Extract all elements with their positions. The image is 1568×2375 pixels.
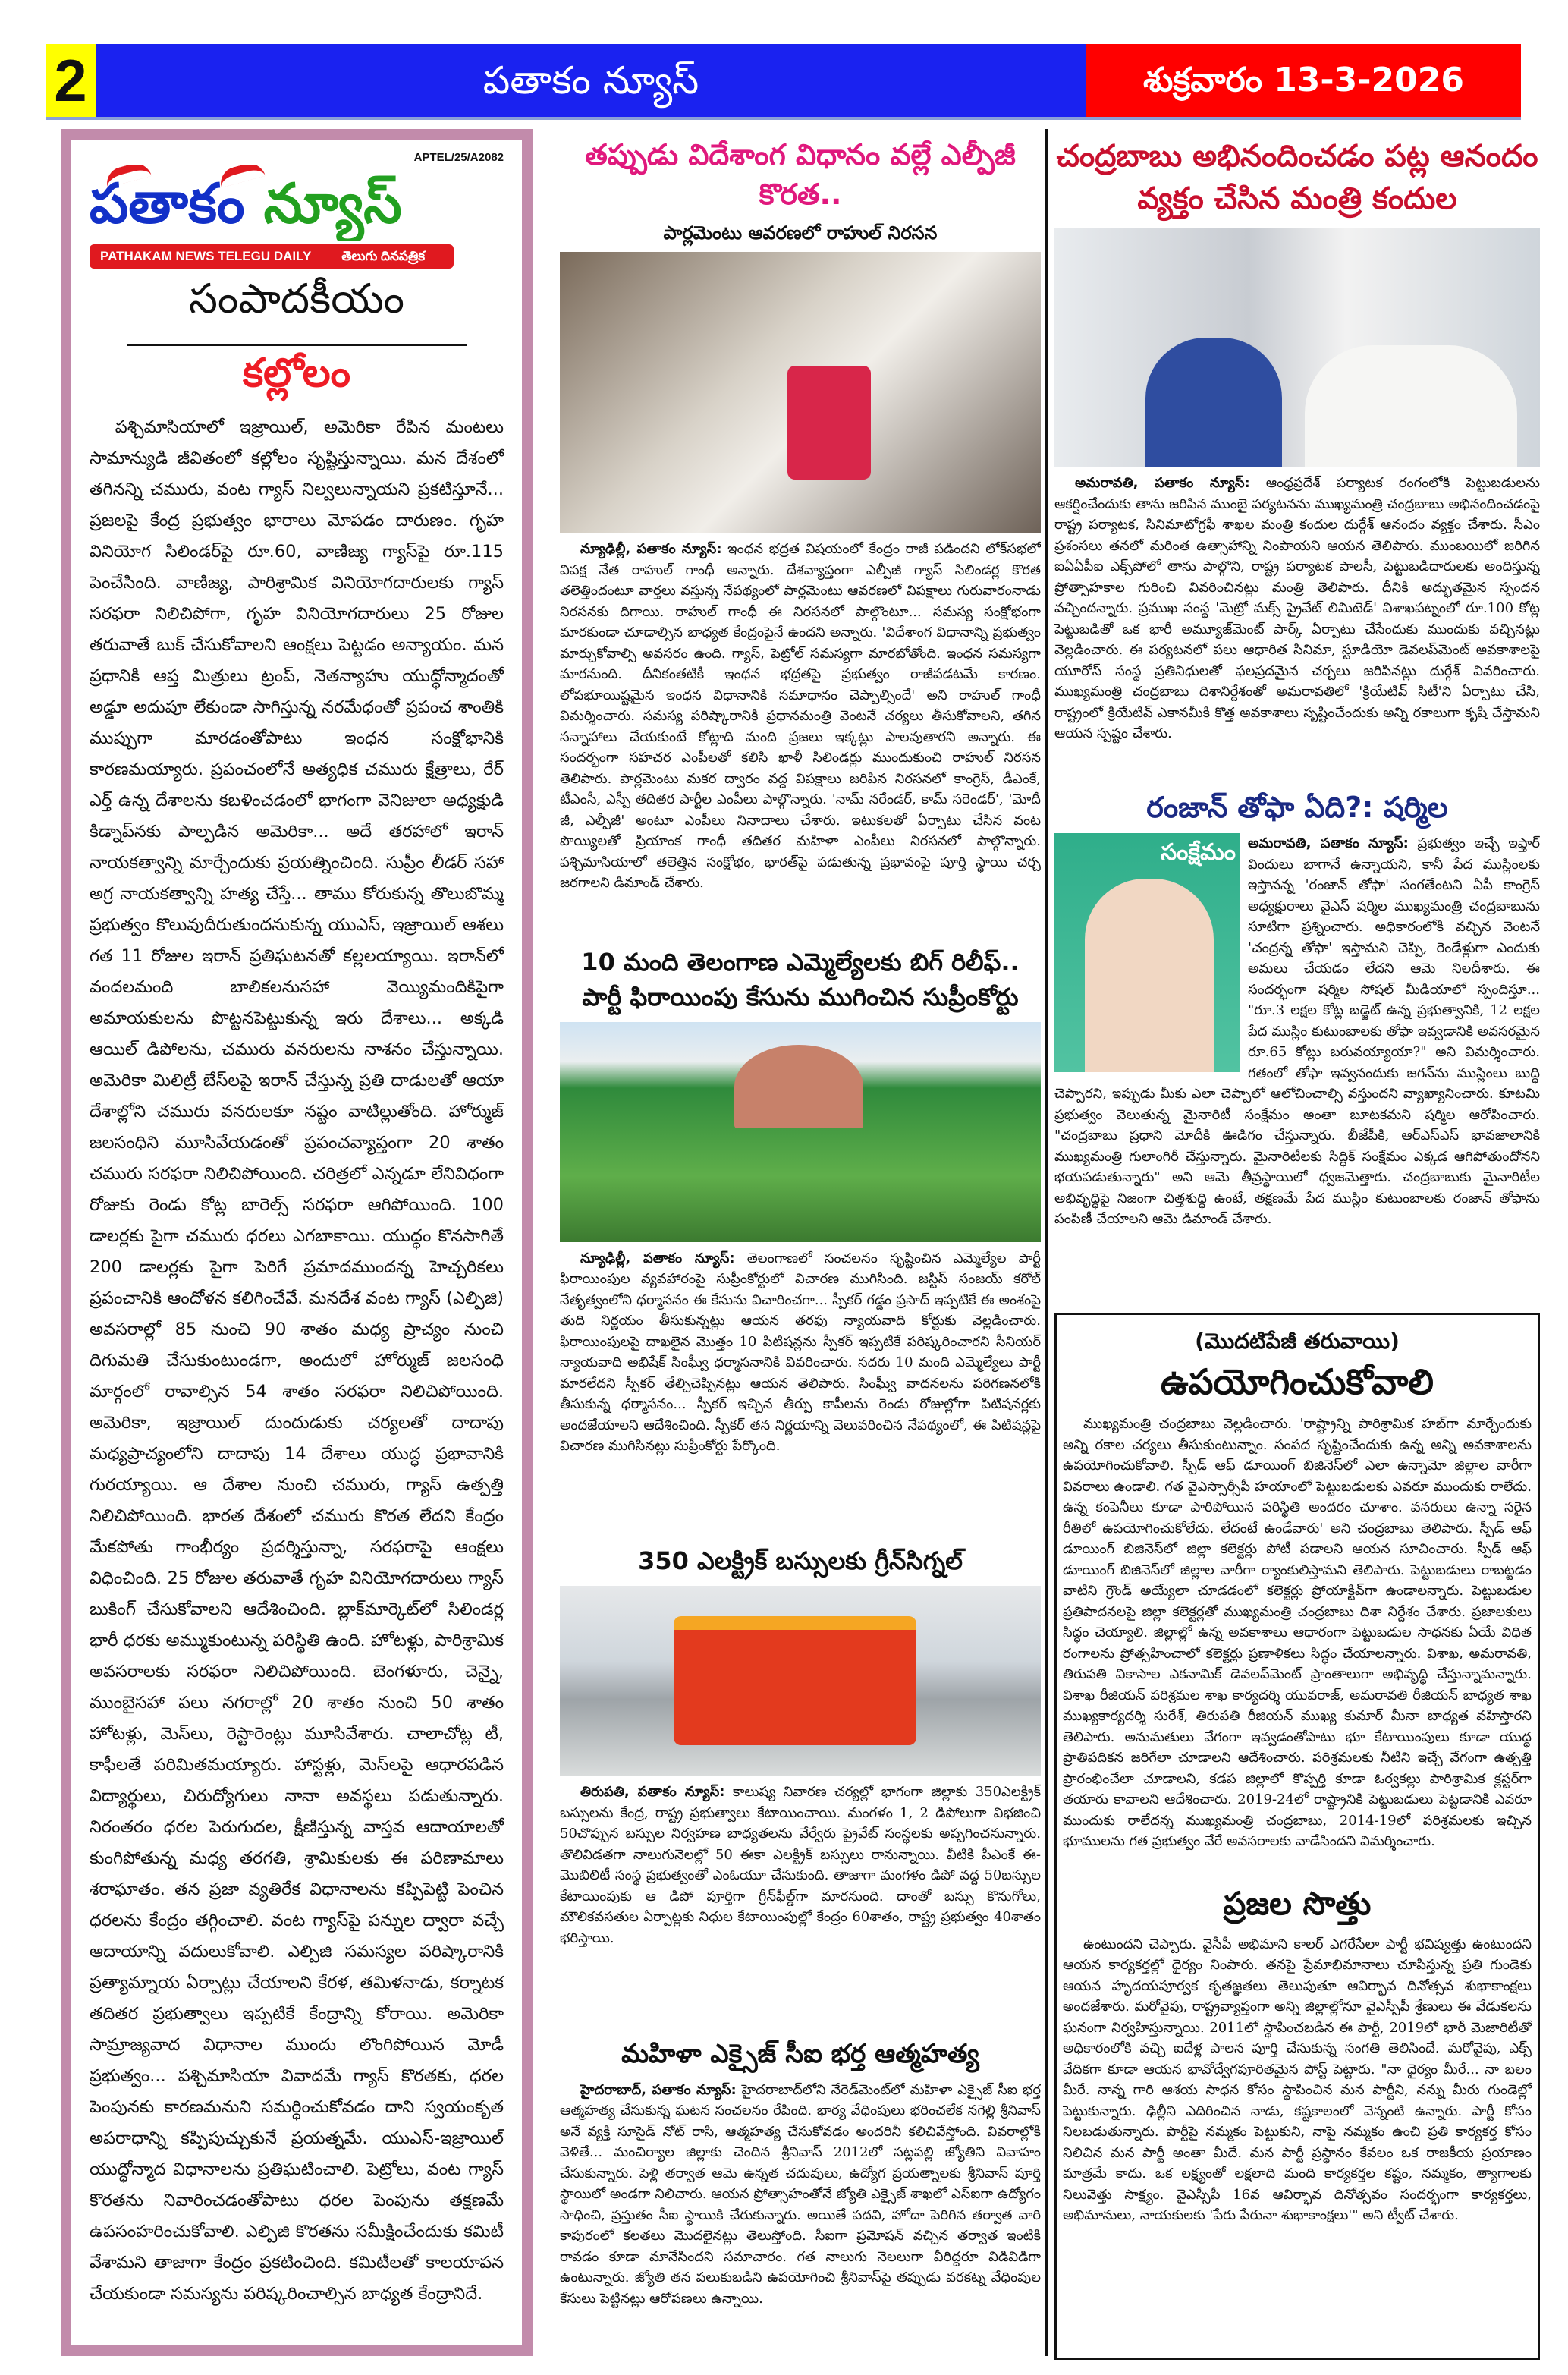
excise-article-body	[560, 2080, 1041, 2357]
tagline-en: PATHAKAM NEWS TELEGU DAILY	[100, 249, 312, 263]
ysrcp-headline: ప్రజల సొత్తు	[1223, 1884, 1372, 1922]
newspaper-logo	[90, 147, 504, 269]
section-divider	[127, 344, 467, 346]
editorial-body: పశ్చిమాసియాలో ఇజ్రాయిల్, అమెరికా రేపిన మంటలు సామాన్యుడి జీవితంలో కల్లోలం సృష్టిస్తున్నాయి. మన దేశంలో తగినన్ని చమురు, వంట గ్యాస్ నిల్వలున్నాయని ప్రకటిస్తూనే... ప్రజలపై కేంద్ర ప్రభుత్వం భారాలు మోపడం దారుణం. గృహ వినియోగ సిలిండర్‌పై రూ.60, వాణిజ్య గ్యాస్‌పై రూ.115 పెంచేసింది. వాణిజ్య, పారిశ్రామిక వినియోగదారులకు గ్యాస్ సరఫరా నిలిచిపోగా, గృహ వినియోగదారులు 25 రోజుల తరువాతే బుక్ చేసుకోవాలని ఆంక్షలు పెట్టడం అన్యాయం. మన ప్రధానికి ఆప్త మిత్రులు ట్రంప్, నెతన్యాహు యుద్ధోన్మాదంతో అడ్డూ అదుపూ లేకుండా సాగిస్తున్న నరమేధంతో ప్రపంచ శాంతికి ముప్పుగా మారడంతోపాటు ఇంధన సంక్షోభానికి కారణమయ్యారు. ప్రపంచంలోనే అత్యధిక చమురు క్షేత్రాలు, రేర్ ఎర్త్ ఉన్న దేశాలను కబళించడంలో భాగంగా వెనిజులా అధ్యక్షుడి కిడ్నాప్‌నకు పాల్పడిన అమెరికా... అదే తరహాలో ఇరాన్ నాయకత్వాన్ని మార్చేందుకు ప్రయత్నించింది. సుప్రీం లీడర్ సహా అగ్ర నాయకత్వాన్ని హత్య చేస్తే... తాము కోరుకున్న తొలుబొమ్మ ప్రభుత్వం కొలువుదీరుతుందనుకున్న యుఎస్, ఇజ్రాయిల్ ఆశలు గత 11 రోజుల ఇరాన్ ప్రతిఘటనతో కల్లలయ్యాయి. ఇరాన్‌లో వందలమంది బాలికలనుసహా వెయ్యిమందికిపైగా అమాయకులను పొట్టనపెట్టుకున్న ఇరు దేశాలు... అక్కడి ఆయిల్ డిపోలను, చమురు వనరులను నాశనం చేస్తున్నాయి. అమెరికా మిలిట్రీ బేస్‌లపై ఇరాన్ చేస్తున్న ప్రతి దాడులతో ఆయా దేశాల్లోని చమురు వనరులకూ నష్టం వాటిల్లుతోంది. హోర్ముజ్ జలసంధిని మూసివేయడంతో ప్రపంచవ్యాప్తంగా 20 శాతం చమురు సరఫరా నిలిచిపోయింది. చరిత్రలో ఎన్నడూ లేనివిధంగా రోజుకు రెండు కోట్ల బారెల్స్ సరఫరా ఆగిపోయింది. 100 డాలర్లకు పైగా చమురు ధరలు ఎగబాకాయి. యుద్ధం కొనసాగితే 200 డాలర్లకు పైగా పెరిగే ప్రమాదముందన్న హెచ్చరికలు ప్రపంచానికి ఆందోళన కలిగించేవే. మనదేశ వంట గ్యాస్ (ఎల్పిజి) అవసరాల్లో 85 నుంచి 90 శాతం మధ్య ప్రాచ్యం నుంచి దిగుమతి చేసుకుంటుండగా, అందులో హోర్ముజ్ జలసంధి మార్గంలో రావాల్సిన 54 శాతం సరఫరా నిలిచిపోయింది. అమెరికా, ఇజ్రాయిల్ దుందుడుకు చర్యలతో దాదాపు మధ్యప్రాచ్యంలోని దాదాపు 14 దేశాలు యుద్ధ ప్రభావానికి గురయ్యాయి. ఆ దేశాల నుంచి చమురు, గ్యాస్ ఉత్పత్తి నిలిచిపోయింది. భారత దేశంలో చమురు కొరత లేదని కేంద్రం మేకపోతు గాంభీర్యం ప్రదర్శిస్తున్నా, సరఫరాపై ఆంక్షలు విధించింది. 25 రోజుల తరువాతే గృహ వినియోగదారులు గ్యాస్ బుకింగ్ చేసుకోవాలని ఆదేశించింది. బ్లాక్‌మార్కెట్‌లో సిలిండర్ల భారీ ధరకు అమ్ముకుంటున్న పరిస్థితి ఉంది. హోటళ్లు, పారిశ్రామిక అవసరాలకు సరఫరా నిలిచిపోయింది. బెంగళూరు, చెన్నై, ముంబైసహా పలు నగరాల్లో 20 శాతం నుంచి 50 శాతం హోటళ్లు, మెస్‌లు, రెస్టారెంట్లు మూసివేశారు. చాలాచోట్ల టీ, కాఫీలతే పరిమితమయ్యారు. హాస్టళ్లు, మెస్‌లపై ఆధారపడిన విద్యార్థులు, చిరుద్యోగులు నానా అవస్థలు పడుతున్నారు. నిరంతరం ధరల పెరుగుదల, క్షీణిస్తున్న వాస్తవ ఆదాయాలతో కుంగిపోతున్న మధ్య తరగతి, శ్రామికులకు ఈ పరిణామాలు శరాఘాతం. తన ప్రజా వ్యతిరేక విధానాలను కప్పిపెట్టి పెంచిన ధరలను కేంద్రం తగ్గించాలి. వంట గ్యాస్‌పై పన్నుల ద్వారా వచ్చే ఆదాయాన్ని వదులుకోవాలి. ఎల్పిజి సమస్యల పరిష్కారానికి ప్రత్యామ్నాయ ఏర్పాట్లు చేయాలని కేరళ, తమిళనాడు, కర్నాటక తదితర ప్రభుత్వాలు ఇప్పటికే కేంద్రాన్ని కోరాయి. అమెరికా సామ్రాజ్యవాద విధానాల ముందు లొంగిపోయిన మోడీ ప్రభుత్వం... పశ్చిమాసియా వివాదమే గ్యాస్ కొరతకు, ధరల పెంపునకు కారణమనుని సమర్ధించుకోవడం దాని స్వయంకృత అపరాధాన్ని కప్పిపుచ్చుకునే ప్రయత్నమే. యుఎస్-ఇజ్రాయిల్ యుద్ధోన్మాద విధానాలను ప్రతిఘటించాలి. పెట్రోలు, వంట గ్యాస్ కొరతను నివారించడంతోపాటు ధరల పెంపును తక్షణమే ఉపసంహరించుకోవాలి. ఎల్పిజి కొరతను సమీక్షించేందుకు కమిటీ వేశామని తాజాగా కేంద్రం ప్రకటించింది. కమిటీలతో కాలయాపన చేయకుండా సమస్యను పరిష్కరించాల్సిన బాధ్యత కేంద్రానిదే.	[90, 417, 504, 2304]
person-figure	[1085, 879, 1214, 1072]
court-headline-line1: 10 మంది తెలంగాణ ఎమ్మెల్యేలకు బిగ్ రిలీఫ్..	[581, 947, 1020, 977]
article-text: ప్రభుత్వం ఇచ్చే ఇఫ్తార్ విందులు బాగానే ఉన్నాయని, కానీ పేద ముస్లింలకు ఇస్తానన్న 'రంజాన్ తోఫా' సంగతేంటని ఏపీ కాంగ్రెస్ అధ్యక్షురాలు వైఎస్ షర్మిల ముఖ్యమంత్రి చంద్రబాబును సూటిగా ప్రశ్నించారు. అధికారంలోకి వచ్చిన వెంటనే 'చంద్రన్న తోఫా' ఇస్తామని చెప్పి, రెండేళ్లుగా ఎందుకు అమలు చేయడం లేదని ఆమె నిలదీశారు. ఈ సందర్భంగా షర్మిల సోషల్ మీడియాలో స్పందిస్తూ... "రూ.3 లక్షల కోట్ల బడ్జెట్ ఉన్న ప్రభుత్వానికి, 12 లక్షల పేద ముస్లిం కుటుంబాలకు తోఫా ఇవ్వడానికి అవసరమైన రూ.65 కోట్లు బరువయ్యాయా?" అని విమర్శించారు. గతంలో తోఫా ఇవ్వనందుకు జగన్‌ను ముస్లింలు బుద్ధి చెప్పారని, ఇప్పుడు మీకు ఎలా చెప్పాలో ఆలోచించాల్సి వస్తుందని వ్యాఖ్యానించారు. కూటమి ప్రభుత్వం వెలుతున్న మైనారిటీ సంక్షేమం అంతా బూటకమని షర్మిల ఆరోపించారు. "చంద్రబాబు ప్రధాని మోదీకి ఊడిగం చేస్తున్నారు. బీజేపీకి, ఆర్ఎస్ఎస్ భావజాలానికి ముఖ్యమంత్రి గులాంగిరీ చేస్తున్నారు. మైనారిటీలకు సిద్ధిక్ సంక్షేమం ఎక్కడ ఆగిపోతుందోనని భయపడుతున్నారు" అని ఆమె తీవ్రస్థాయిలో ధ్వజమెత్తారు. చంద్రబాబుకు మైనారిటీల అభివృద్ధిపై నిజంగా చిత్తశుద్ధి ఉంటే, తక్షణమే పేద ముస్లిం కుటుంబాలకు రంజాన్ తోఫాను పంపిణీ చేయాలని ఆమె డిమాండ్ చేశారు.	[1054, 835, 1540, 1227]
column-divider	[1045, 129, 1048, 2356]
person-figure	[1145, 338, 1282, 467]
logo-name-part2: న్యూస్	[263, 171, 402, 235]
continued-headline: ఉపయోగించుకోవాలి	[1161, 1361, 1434, 1402]
electric-bus-photo	[560, 1586, 1041, 1776]
article-text: ఆంధ్రప్రదేశ్ పర్యాటక రంగంలోకి పెట్టుబడులను ఆకర్షించేందుకు తాను జరిపిన ముంబై పర్యటనను ముఖ్యమంత్రి చంద్రబాబు అభినందించడంపై రాష్ట్ర పర్యాటక, సినిమాటోగ్రఫీ శాఖల మంత్రి కందుల దుర్గేశ్ ఆనందం వ్యక్తం చేశారు. సీఎం ప్రశంసలు తనలో మరింత ఉత్సాహాన్ని నింపాయని ఆయన తెలిపారు. ముంబయిలో జరిగిన ఐఏఏపీఐ ఎక్స్‌పోలో తాను పాల్గొని, రాష్ట్ర పర్యాటక పాలసీ, పెట్టుబడిదారులకు అందిస్తున్న ప్రోత్సాహకాల గురించి వివరించినట్లు మంత్రి తెలిపారు. దీనికి అద్భుతమైన స్పందన వచ్చిందన్నారు. ప్రముఖ సంస్థ 'మెట్రో మక్స్ ప్రైవేట్ లిమిటెడ్' విశాఖపట్నంలో రూ.100 కోట్ల పెట్టుబడితో ఒక భారీ అమ్యూజ్‌మెంట్ పార్క్ ఏర్పాటు చేసేందుకు ముందుకు వచ్చినట్లు వెల్లడించారు. ఈ పర్యటనలో పలు ఆధారిత సినిమా, స్టూడియో డెవలప్‌మెంట్ అవకాశాలపై యూరోస్ సంస్థ ప్రతినిధులతో ఫలప్రదమైన చర్చలు జరిపినట్లు దుర్గేశ్ వివరించారు. ముఖ్యమంత్రి చంద్రబాబు దిశానిర్దేశంతో అమరావతిలో 'క్రియేటివ్ సిటీ'ని ఏర్పాటు చేసి, రాష్ట్రంలో క్రియేటివ్ ఎకానమీకి కొత్త అవకాశాలు సృష్టించేందుకు అన్ని రకాలుగా కృషి చేస్తామని ఆయన స్పష్టం చేశారు.	[1054, 475, 1540, 741]
registration-number: APTEL/25/A2082	[413, 151, 504, 164]
dateline: తిరుపతి, పతాకం న్యూస్:	[580, 1784, 725, 1800]
sharmila-headline: రంజాన్ తోఫా ఏది?: షర్మిల	[1146, 791, 1448, 824]
sharmila-article-body	[1054, 833, 1540, 1305]
newspaper-title: పతాకం న్యూస్	[96, 44, 1086, 117]
article-text: తెలంగాణలో సంచలనం సృష్టించిన ఎమ్మెల్యేల పార్టీ ఫిరాయింపుల వ్యవహారంపై సుప్రీంకోర్టులో విచారణ ముగిసింది. జస్టిస్ సంజయ్ కరోల్ నేతృత్వంలోని ధర్మాసనం ఈ కేసును విచారించగా... స్పీకర్ గడ్డం ప్రసాద్ ఇప్పటికే ఈ అంశంపై తుది నిర్ణయం తీసుకున్నట్లు ఆయన తరఫు న్యాయవాది కోర్టుకు వెల్లడించారు. ఫిరాయింపులపై దాఖలైన మొత్తం 10 పిటిషన్లను స్పీకర్ ఇప్పటికే పరిష్కరించారని సీనియర్ న్యాయవాది అభిషేక్ సింఘ్వీ ధర్మాసనానికి వివరించారు. సదరు 10 మంది ఎమ్మెల్యేలు పార్టీ మారలేదని స్పీకర్ తేల్చిచెప్పినట్లు ఆయన తెలిపారు. సింఘ్వీ వాదనలను పరిగణనలోకి తీసుకున్న ధర్మాసనం... స్పీకర్ ఇచ్చిన తీర్పు కాపీలను రెండు రోజుల్లోగా పిటిషనర్లకు అందజేయాలని ఆదేశించింది. స్పీకర్ తన నిర్ణయాన్ని వెలువరించిన నేపథ్యంలో, ఈ పిటిషన్లపై విచారణ ముగిసినట్లు సుప్రీంకోర్టు పేర్కొంది.	[560, 1250, 1041, 1454]
court-headline	[560, 945, 1041, 1014]
kandula-headline: చంద్రబాబు అభినందించడం పట్ల ఆనందం వ్యక్తం చేసిన మంత్రి కందుల	[1056, 139, 1538, 216]
bus-article-body	[560, 1782, 1041, 2028]
lpg-headline: తప్పుడు విదేశాంగ విధానం వల్లే ఎల్పీజీ కొరత..	[585, 138, 1016, 211]
article-text: కాలుష్య నివారణ చర్యల్లో భాగంగా జిల్లాకు 350ఎలక్ట్రిక్ బస్సులను కేంద్ర, రాష్ట్ర ప్రభుత్వాలు కేటాయించాయి. మంగళం 1, 2 డిపోలుగా విభజించి 50చొప్పున బస్సుల నిర్వహణ బాధ్యతలను వేర్వేరు ప్రైవేట్ సంస్థలకు అప్పగించనున్నారు. తొలివిడతగా నాలుగునెలల్లో 50 ఈకా ఎలక్ట్రిక్ బస్సులు రానున్నాయి. వీటికి పీఎంకే ఈ-మొబిలిటీ సంస్థ ప్రభుత్వంతో ఎంఓయూ చేసుకుంది. తాజాగా మంగళం డిపో వద్ద 50బస్సుల కేటాయింపుకు ఆ డిపో పూర్తిగా గ్రీన్‌ఫీల్డ్‌గా మారనుంది. దాంతో బస్సు కొనుగోలు, మౌలికవసతుల ఏర్పాట్లకు నిధుల కేటాయింపుల్లో కేంద్రం 60శాతం, రాష్ట్ర ప్రభుత్వం 40శాతం భరిస్తాయి.	[560, 1784, 1041, 1946]
rahul-protest-photo	[560, 252, 1041, 533]
right-column	[1054, 135, 1540, 2360]
lpg-article-body	[560, 539, 1041, 937]
section-title: సంపాదకీయం	[188, 275, 405, 322]
continued-label: (మొదటిపేజీ తరువాయి)	[1195, 1329, 1400, 1354]
person-figure	[1305, 345, 1517, 467]
editorial-headline: కల్లోలం	[242, 351, 351, 396]
dateline: అమరావతి, పతాకం న్యూస్:	[1075, 475, 1250, 491]
photo-caption: సంక్షేమం	[1161, 839, 1236, 866]
supreme-court-photo	[560, 1022, 1041, 1242]
excise-headline: మహిళా ఎక్సైజ్ సీఐ భర్త ఆత్మహత్య	[621, 2038, 979, 2069]
bus-shape	[674, 1616, 916, 1745]
bus-headline: 350 ఎలక్ట్రిక్ బస్సులకు గ్రీన్‌సిగ్నల్	[638, 1546, 963, 1575]
article-text: ఇంధన భద్రత విషయంలో కేంద్రం రాజీ పడిందని లోక్‌సభలో విపక్ష నేత రాహుల్ గాంధీ అన్నారు. దేశవ్యాప్తంగా ఎల్పీజీ గ్యాస్ సిలిండర్ల కొరత తలెత్తిందంటూ వార్తలు వస్తున్న నేపథ్యంలో పార్లమెంటు ఆవరణలో విపక్షాలు గురువారంనాడు నిరసనకు దిగాయి. రాహుల్ గాంధీ ఈ నిరసనలో పాల్గొంటూ... సమస్య సంక్షోభంగా మారకుండా చూడాల్సిన బాధ్యత కేంద్రంపైనే ఉందని అన్నారు. 'విదేశాంగ విధానాన్ని ప్రభుత్వం మార్చుకోవాల్సి అవసరం ఉంది. గ్యాస్, పెట్రోల్ సమస్యగా మారబోతోంది. ఇంధన సమస్యగా మారనుంది. దీనికంతటికీ ఇంధన భద్రతపై ప్రభుత్వం రాజీపడటమే కారణం. లోపభూయిష్టమైన ఇంధన విధానానికి సమాధానం చెప్పాల్సిందే' అని రాహుల్ గాంధీ విమర్శించారు. సమస్య పరిష్కారానికి ప్రధానమంత్రి వెంటనే చర్యలు తీసుకోవాలని, తగిన సన్నాహాలు చేయకుంటే కోట్లాది మంది ప్రజలు ఇక్కట్లు పాలవుతారని అన్నారు. ఈ సందర్భంగా సహచర ఎంపీలతో కలిసి ఖాళీ సిలిండర్లు ముందుకుంచి రాహుల్ నిరసన తెలిపారు. పార్లమెంటు మకర ద్వారం వద్ద విపక్షాలు జరిపిన నిరసనలో కాంగ్రెస్, డీఎంకే, టీఎంసీ, ఎస్పీ తదితర పార్టీల ఎంపీలు పాల్గొన్నారు. 'నామ్ నరేండర్, కామ్ సరెండర్', 'మోదీ జీ, ఎల్పీజీ' అంటూ ఎంపీలు నినాదాలు చేశారు. ఇటుకలతో ఏర్పాటు చేసిన వంట పొయ్యిలతో ప్రియాంక గాంధీ తదితర మహిళా ఎంపీలు నిరసనలో పాల్గొన్నారు. పశ్చిమాసియాలో తలెత్తిన సంక్షోభం, భారత్‌పై పడుతున్న ప్రభావంపై పూర్తి స్థాయి చర్చ జరగాలని డిమాండ్ చేశారు.	[560, 541, 1041, 891]
minister-kandula-photo	[1054, 228, 1540, 467]
court-headline-line2: పార్టీ ఫిరాయింపు కేసును ముగించిన సుప్రీంకోర్టు	[582, 982, 1019, 1011]
tagline-te: తెలుగు దినపత్రిక	[341, 249, 426, 263]
dateline: అమరావతి, పతాకం న్యూస్:	[1248, 835, 1409, 851]
dateline: హైదరాబాద్, పతాకం న్యూస్:	[580, 2081, 737, 2098]
gas-cylinder-placard	[787, 366, 871, 480]
continued-story-box	[1054, 1313, 1540, 2360]
ysrcp-article-body: ఉంటుందని చెప్పారు. వైసీపీ అభిమాని కాలర్ ఎగరేసేలా పార్టీ భవిష్యత్తు ఉంటుందని ఆయన కార్యకర్తల్లో ధైర్యం నింపారు. తనపై ప్రేమాభిమానాలు చూపిస్తున్న ప్రతి గుండెకు ఆయన హృదయపూర్వక కృతజ్ఞతలు తెలుపుతూ ఆవిర్భావ దినోత్సవ శుభాకాంక్షలు అందజేశారు. మరోవైపు, రాష్ట్రవ్యాప్తంగా అన్ని జిల్లాల్లోనూ వైఎస్సీపీ శ్రేణులు ఈ వేడుకలను ఘనంగా నిర్వహిస్తున్నాయి. 2011లో స్థాపించబడిన ఈ పార్టీ, 2019లో భారీ మెజారిటీతో అధికారంలోకి వచ్చి ఐదేళ్ల పాలన పూర్తి చేసుకున్న సంగతి తెలిసిందే. మరోవైపు, ఎక్స్ వేదికగా కూడా ఆయన భావోద్వేగపూరితమైన పోస్ట్ పెట్టారు. "నా ధైర్యం మీరే... నా బలం మీరే. నాన్న గారి ఆశయ సాధన కోసం స్థాపించిన మన పార్టీని, నన్ను మీరు గుండెల్లో పెట్టుకున్నారు. ఢిల్లీని ఎదిరించిన నాడు, కష్టకాలంలో వెన్నంటి ఉన్నారు. పార్టీ కోసం నిలబడుతున్నారు. పార్టీపై నమ్మకం పెట్టుకుని, నాపై నమ్మకం ఉంచి ప్రతి కార్యకర్త కోసం నిలిచిన మన పార్టీ అంతా మీదే. మన పార్టీ ప్రస్థానం కేవలం ఒక రాజకీయ ప్రయాణం మాత్రమే కాదు. ఒక లక్ష్యంతో లక్షలాది మంది కార్యకర్తల కష్టం, నమ్మకం, త్యాగాలకు నిలువెత్తు సాక్ష్యం. వైఎస్సీపీ 16వ ఆవిర్భావ దినోత్సవం సందర్భంగా కార్యకర్తలు, అభిమానులు, నాయకులకు 'పేరు పేరునా శుభాకాంక్షలు'" అని ట్వీట్ చేశారు.	[1063, 1936, 1532, 2223]
article-text: హైదరాబాద్‌లోని నేరెడ్‌మెంట్‌లో మహిళా ఎక్సైజ్ సీఐ భర్త ఆత్మహత్య చేసుకున్న ఘటన సంచలనం రేపింది. భార్య వేధింపులు భరించలేక నగెల్లి శ్రీనివాస్ అనే వ్యక్తి సూసైడ్ నోట్ రాసి, ఆత్మహత్య చేసుకోవడం అందరినీ కలిచివేస్తోంది. వివరాల్లోకి వెళితే... మంచిర్యాల జిల్లాకు చెందిన శ్రీనివాస్ 2012లో సట్లపల్లి జ్యోతిని వివాహం చేసుకున్నారు. పెళ్లి తర్వాత ఆమె ఉన్నత చదువులు, ఉద్యోగ ప్రయత్నాలకు శ్రీనివాస్ పూర్తి స్థాయిలో అండగా నిలిచారు. ఆయన ప్రోత్సాహంతోనే జ్యోతి ఎక్సైజ్ శాఖలో ఎస్ఐగా ఉద్యోగం సాధించి, ప్రస్తుతం సీఐ స్థాయికి చేరుకున్నారు. అయితే పదవి, హోదా పెరిగిన తర్వాత వారి కాపురంలో కలతలు మొదలైనట్లు తెలుస్తోంది. సీఐగా ప్రమోషన్ వచ్చిన తర్వాత ఇంటికి రావడం కూడా మానేసిందని సమాచారం. గత నాలుగు నెలలుగా వీరిద్దరూ విడివిడిగా ఉంటున్నారు. జ్యోతి తన పలుకుబడిని ఉపయోగించి శ్రీనివాస్‌పై తప్పుడు వరకట్న వేధింపుల కేసులు పెట్టినట్లు ఆరోపణలు ఉన్నాయి.	[560, 2081, 1041, 2307]
logo-name-part1: పతాకం	[90, 171, 245, 235]
court-building	[734, 1045, 863, 1128]
page-number: 2	[46, 44, 96, 117]
kandula-article-body	[1054, 473, 1540, 782]
editorial-column	[61, 129, 533, 2356]
header-divider	[46, 117, 1521, 120]
continued-article-body: ముఖ్యమంత్రి చంద్రబాబు వెల్లడించారు. 'రాష్ట్రాన్ని పారిశ్రామిక హబ్‌గా మార్చేందుకు అన్ని రకాల చర్యలు తీసుకుంటున్నాం. సంపద సృష్టించేందుకు ఉన్న అన్ని అవకాశాలను ఉపయోగించుకోవాలి. స్పీడ్ ఆఫ్ డూయింగ్ బిజినెస్‌లో ఎలా ఉన్నామో జిల్లాల వారీగా వివరాలు ఉండాలి. గత వైఎస్సార్సీపీ హయాంలో పెట్టుబడులకు ఎవరూ ముందుకు రాలేదు. ఉన్న కంపెనీలు కూడా పారిపోయిన పరిస్థితి అందరం చూశాం. వనరులు ఉన్నా సరైన రీతిలో ఉపయోగించుకోలేదు. లేదంటే ఉండేవారు' అని చంద్రబాబు తెలిపారు. స్పీడ్ ఆఫ్ డూయింగ్ బిజినెస్‌లో జిల్లా కలెక్టర్లు పోటీ పడాలని ఆయన సూచించారు. స్పీడ్ ఆఫ్ డూయింగ్ బిజినెస్‌లో జిల్లాల వారీగా ర్యాంకులిస్తామని తెలిపారు. పెట్టుబడులు రాబట్టడం వాటిని గ్రౌండ్ అయ్యేలా చూడడంలో కలెక్టర్లు ప్రోయాక్టివ్‌గా ఉండాలన్నారు. పెట్టుబడుల ప్రతిపాదనలపై జిల్లా కలెక్టర్లతో ముఖ్యమంత్రి చంద్రబాబు దిశా నిర్దేశం చేశారు. ప్రజాలకులు సిద్ధం చెయ్యాలి. జిల్లాల్లో ఉన్న అవకాశాలు ఆధారంగా పెట్టుబడుల సాధనకు ఏయే విధిత రంగాలను ప్రోత్సహించాలో కలెక్టర్లు ప్రణాళికలు సిద్ధం చేయాలన్నారు. విశాఖ, అమరావతి, తిరుపతి వికాసాల ఎకనామిక్ డెవలప్‌మెంట్ ప్రాంతాలుగా అభివృద్ధి చేస్తున్నామన్నారు. విశాఖ రీజియన్ పరిశ్రమల శాఖ కార్యదర్శి యువరాజ్, అమరావతి రీజియన్ బాధ్యత శాఖ ముఖ్యకార్యదర్శి సురేశ్, తిరుపతి రీజియన్ ముఖ్య కుమార్ మీనా బాధ్యత వహిస్తారని తెలిపారు. అనుమతులు వేగంగా ఇవ్వడంతోపాటు భూ కేటాయింపులు కూడా యుద్ధ ప్రాతిపదికన జరిగేలా చూడాలని ఆదేశించారు. పరిశ్రమలకు నీటిని ఇచ్చే వేగంగా ఉత్పత్తి ప్రారంభించేలా చూడాలని, కడప జిల్లాలో కొప్పర్తి కూడా ఓర్వకల్లు పారిశ్రామిక క్లస్టర్‌గా తయారు కావాలని ఆదేశించారు. 2019-24లో రాష్ట్రానికి పెట్టుబడులు పెట్టడానికి ఎవరూ ముందుకు రాలేదన్న ముఖ్యమంత్రి చంద్రబాబు, 2014-19లో పరిశ్రమలకు ఇచ్చిన భూములను గత ప్రభుత్వం వేరే అవసరాలకు వాడేసిందని విమర్శించారు.	[1063, 1416, 1532, 1849]
issue-date: శుక్రవారం 13-3-2026	[1086, 44, 1521, 117]
middle-column	[560, 135, 1041, 2356]
dateline: న్యూఢిల్లీ, పతాకం న్యూస్:	[580, 541, 722, 557]
dateline: న్యూఢిల్లీ, పతాకం న్యూస్:	[580, 1250, 735, 1266]
sharmila-photo	[1054, 833, 1240, 1072]
court-article-body	[560, 1248, 1041, 1537]
lpg-subhead: పార్లమెంటు ఆవరణలో రాహుల్ నిరసన	[663, 222, 938, 244]
